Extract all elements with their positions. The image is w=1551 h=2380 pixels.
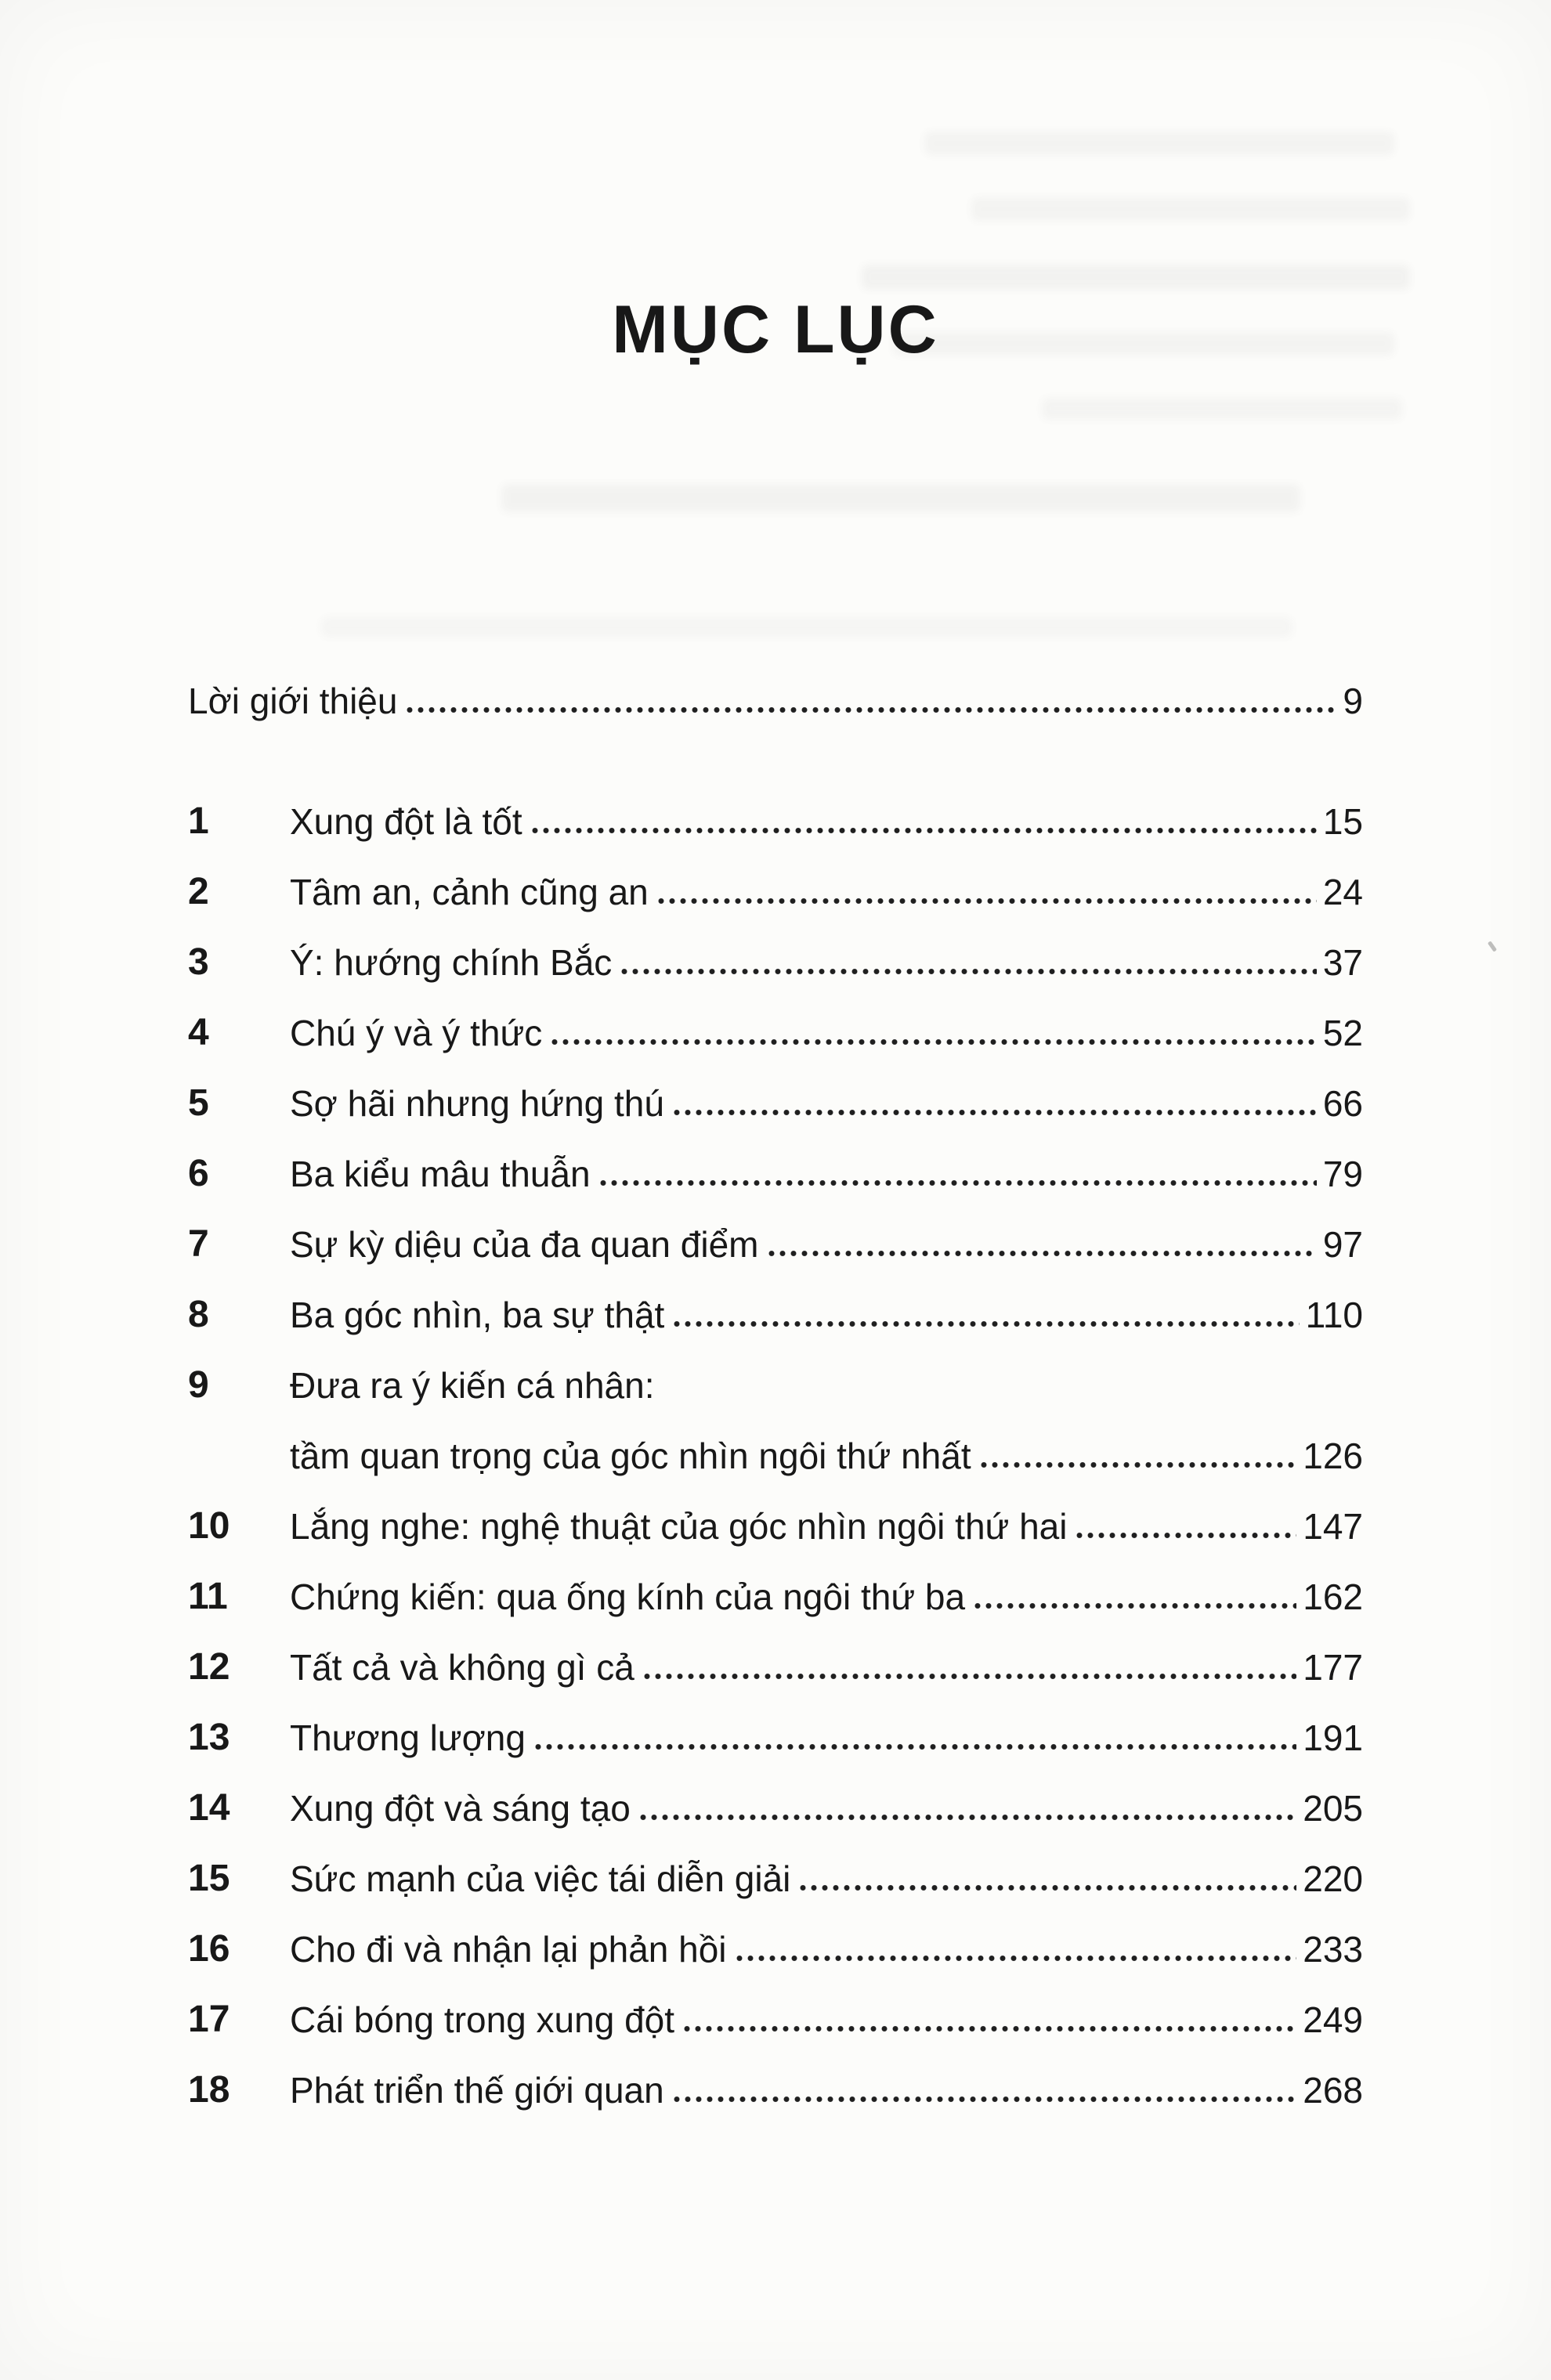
toc-row: [188, 1209, 1363, 1280]
dot-leader: [674, 1109, 1317, 1116]
page-number: 191: [1303, 1717, 1363, 1758]
chapter-number: 17: [188, 1999, 230, 2040]
chapter-entry: [290, 1209, 1363, 1280]
chapter-entry: [290, 2055, 1363, 2125]
chapter-title: Thương lượng: [290, 1717, 526, 1758]
chapter-title: Sợ hãi nhưng hứng thú: [290, 1083, 664, 1124]
chapter-number: 6: [188, 1153, 209, 1194]
dot-leader: [1076, 1532, 1296, 1539]
page-number: 9: [1343, 681, 1363, 721]
chapter-number: 18: [188, 2069, 230, 2111]
chapter-title: Cái bóng trong xung đột: [290, 1999, 675, 2040]
chapter-title: Tâm an, cảnh cũng an: [290, 872, 649, 912]
toc-row: [188, 1844, 1363, 1914]
dot-leader: [535, 1743, 1296, 1750]
toc-row: [188, 998, 1363, 1068]
chapter-title: Tất cả và không gì cả: [290, 1647, 634, 1688]
toc-row: [188, 1068, 1363, 1139]
chapter-number: 1: [188, 800, 209, 842]
toc-row: [188, 1632, 1363, 1703]
page-number: 220: [1303, 1858, 1363, 1899]
toc-row: [188, 1773, 1363, 1844]
chapter-title: Đưa ra ý kiến cá nhân:: [290, 1365, 655, 1406]
chapter-number: 4: [188, 1012, 209, 1053]
toc-row: [188, 1914, 1363, 1985]
dot-leader: [407, 706, 1336, 713]
dot-leader: [981, 1461, 1297, 1468]
page-title: MỤC LỤC: [612, 292, 939, 367]
chapter-entry: [290, 1562, 1363, 1632]
chapter-number: 2: [188, 871, 209, 912]
page-number: 52: [1322, 1013, 1363, 1053]
page-number: 147: [1303, 1506, 1363, 1547]
chapter-title: Cho đi và nhận lại phản hồi: [290, 1929, 727, 1970]
chapter-number: 16: [188, 1928, 230, 1970]
toc-row: [188, 786, 1363, 857]
chapter-number: 14: [188, 1787, 230, 1829]
page-number: 37: [1322, 942, 1363, 983]
chapter-number: 12: [188, 1646, 230, 1688]
chapter-title: Ý: hướng chính Bắc: [290, 942, 613, 983]
page-number: 97: [1322, 1224, 1363, 1265]
intro-row: [188, 666, 1363, 736]
chapter-title: Lắng nghe: nghệ thuật của góc nhìn ngôi thứ hai: [290, 1506, 1068, 1547]
chapter-entry: [290, 1350, 1363, 1491]
dot-leader: [551, 1038, 1317, 1046]
toc-list: [188, 786, 1363, 2125]
toc-row: [188, 1562, 1363, 1632]
bleed-through-text: [924, 132, 1394, 155]
page-number: 162: [1303, 1576, 1363, 1617]
page-number: 268: [1303, 2070, 1363, 2111]
chapter-entry: [290, 1632, 1363, 1703]
chapter-entry: [290, 1139, 1363, 1209]
toc-row: [188, 857, 1363, 927]
dot-leader: [600, 1179, 1317, 1186]
toc-row: [188, 1703, 1363, 1773]
dot-leader: [800, 1884, 1296, 1891]
chapter-entry: [290, 786, 1363, 857]
page-number: 15: [1322, 801, 1363, 842]
chapter-title: Xung đột là tốt: [290, 801, 522, 842]
chapter-title: tầm quan trọng của góc nhìn ngôi thứ nhất: [290, 1436, 971, 1476]
page-number: 249: [1303, 1999, 1363, 2040]
scan-speck: [1488, 941, 1497, 952]
page-number: 177: [1303, 1647, 1363, 1688]
chapter-entry: [290, 1985, 1363, 2055]
chapter-number: 10: [188, 1505, 230, 1547]
page-number: 110: [1305, 1295, 1363, 1335]
page-number: 24: [1322, 872, 1363, 912]
chapter-title: Phát triển thế giới quan: [290, 2070, 664, 2111]
page-number: 233: [1303, 1929, 1363, 1970]
toc-row: [188, 1985, 1363, 2055]
dot-leader: [640, 1814, 1296, 1821]
chapter-title: Sự kỳ diệu của đa quan điểm: [290, 1224, 759, 1265]
bleed-through-text: [862, 265, 1410, 290]
intro-label: Lời giới thiệu: [188, 681, 398, 721]
chapter-number: 9: [188, 1364, 209, 1406]
toc-row: [188, 1139, 1363, 1209]
page-number: 126: [1303, 1436, 1363, 1476]
page-number: 66: [1322, 1083, 1363, 1124]
chapter-title: Ba kiểu mâu thuẫn: [290, 1154, 591, 1194]
toc-row: [188, 1350, 1363, 1491]
chapter-entry: [290, 1703, 1363, 1773]
chapter-entry: [290, 927, 1363, 998]
bleed-through-text: [971, 197, 1410, 221]
chapter-number: 5: [188, 1082, 209, 1124]
chapter-number: 15: [188, 1858, 230, 1899]
chapter-entry: [290, 1773, 1363, 1844]
dot-leader: [974, 1602, 1296, 1609]
toc-row: [188, 2055, 1363, 2125]
chapter-title: Sức mạnh của việc tái diễn giải: [290, 1858, 791, 1899]
toc-row: [188, 1280, 1363, 1350]
toc-row: [188, 1491, 1363, 1562]
dot-leader: [674, 2096, 1297, 2103]
chapter-number: 11: [188, 1576, 228, 1617]
page-number: 205: [1303, 1788, 1363, 1829]
chapter-title: Ba góc nhìn, ba sự thật: [290, 1295, 665, 1335]
bleed-through-text: [1042, 398, 1402, 420]
chapter-title: Chú ý và ý thức: [290, 1013, 543, 1053]
dot-leader: [684, 2025, 1296, 2032]
chapter-title: Chứng kiến: qua ống kính của ngôi thứ ba: [290, 1576, 966, 1617]
dot-leader: [658, 897, 1317, 905]
dot-leader: [736, 1955, 1297, 1962]
table-of-contents: [188, 666, 1363, 2125]
chapter-entry: [290, 1280, 1363, 1350]
page-number: 79: [1322, 1154, 1363, 1194]
chapter-entry: [290, 998, 1363, 1068]
chapter-entry: [290, 857, 1363, 927]
bleed-through-text: [321, 617, 1292, 637]
chapter-entry: [290, 1068, 1363, 1139]
chapter-number: 13: [188, 1717, 230, 1758]
bleed-through-text: [501, 484, 1300, 512]
chapter-number: 7: [188, 1223, 209, 1265]
dot-leader: [621, 968, 1317, 975]
toc-row: [188, 927, 1363, 998]
dot-leader: [674, 1320, 1299, 1327]
chapter-title: Xung đột và sáng tạo: [290, 1788, 631, 1829]
dot-leader: [532, 827, 1317, 834]
chapter-entry: [290, 1914, 1363, 1985]
chapter-entry: [290, 1491, 1363, 1562]
dot-leader: [768, 1250, 1317, 1257]
chapter-entry: [290, 1844, 1363, 1914]
chapter-number: 3: [188, 941, 209, 983]
dot-leader: [644, 1673, 1296, 1680]
chapter-number: 8: [188, 1294, 209, 1335]
